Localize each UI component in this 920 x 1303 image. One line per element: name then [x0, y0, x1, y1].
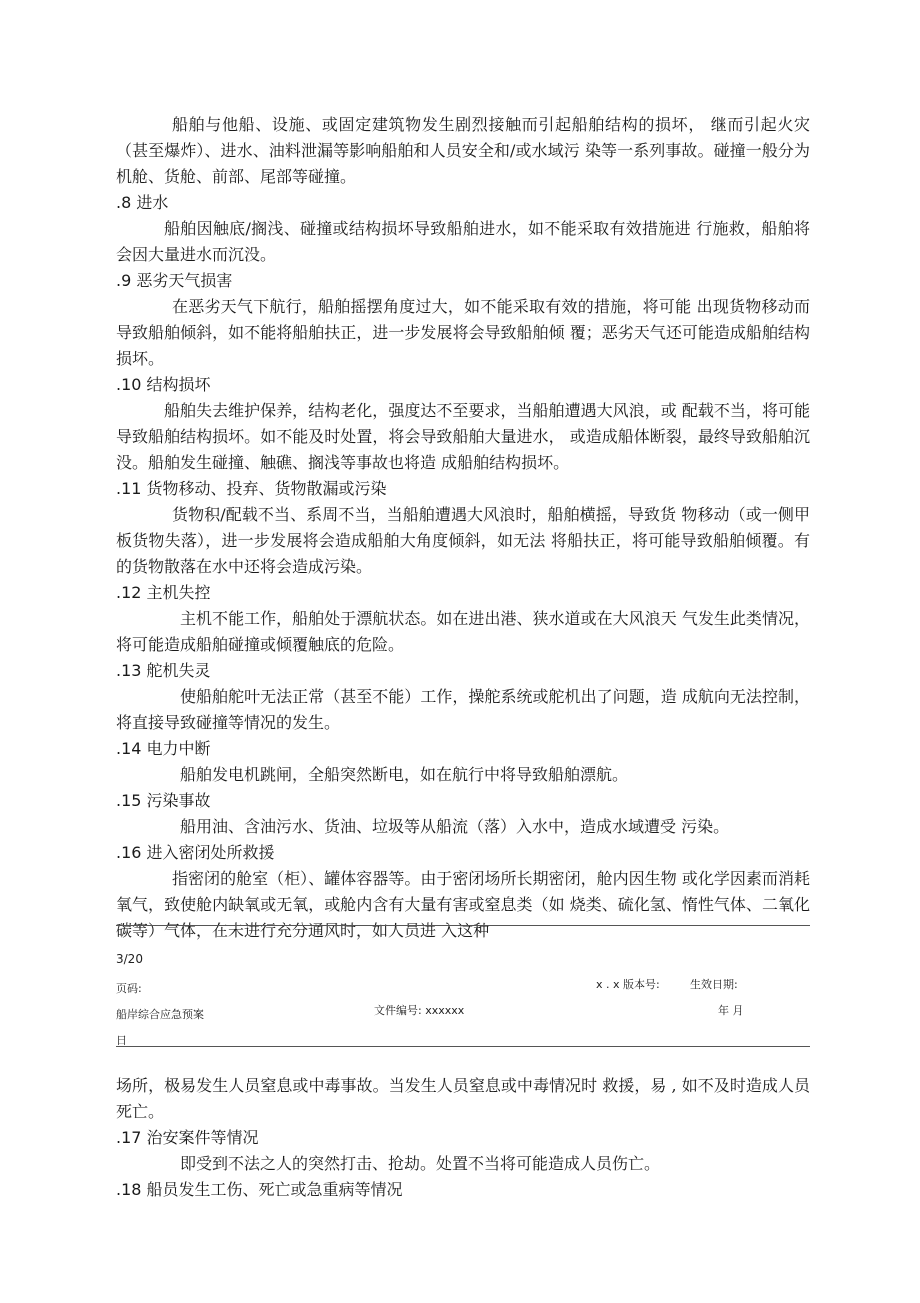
day-label: 日	[116, 1034, 127, 1047]
page-label: 页码:	[116, 982, 142, 995]
paragraph-15: 船用油、含油污水、货油、垃圾等从船流（落）入水中，造成水域遭受 污染。	[180, 817, 730, 836]
paragraph-16: 指密闭的舱室（柜）、罐体容器等。由于密闭场所长期密闭，舱内因生物 或化学因素而消耗氧气，致使舱内缺氧或无氧，或舱内含有大量有害或窒息类（如 烧类、硫化氢、惰性气体、二氧化碳等）气体，在未进行充分通风时，如人员进 入这种	[116, 869, 810, 940]
footer-bottom-rule	[116, 1046, 810, 1047]
heading-18: .18 船员发生工伤、死亡或急重病等情况	[116, 1180, 403, 1199]
paragraph-13: 使船舶舵叶无法正常（甚至不能）工作，操舵系统或舵机出了问题，造 成航向无法控制，将直接导致碰撞等情况的发生。	[116, 687, 810, 732]
paragraph-9: 在恶劣天气下航行，船舶摇摆角度过大，如不能采取有效的措施，将可能 出现货物移动而导致船舶倾斜，如不能将船舶扶正，进一步发展将会导致船舶倾 覆；恶劣天气还可能造成船舶结构损坏。	[116, 297, 810, 368]
heading-14: .14 电力中断	[116, 739, 211, 758]
heading-11: .11 货物移动、投弃、货物散漏或污染	[116, 479, 387, 498]
document-title: 船岸综合应急预案	[116, 1008, 204, 1021]
page-body-bottom	[116, 1073, 810, 1203]
heading-10: .10 结构损坏	[116, 375, 211, 394]
effective-date-label: 生效日期:	[690, 978, 738, 991]
paragraph-11: 货物积/配载不当、系周不当，当船舶遭遇大风浪时，船舶横摇，导致货 物移动（或一侧甲板货物失落），进一步发展将会造成船舶大角度倾斜，如无法 将船扶正，将可能导致船舶倾覆。有的货物散落在水中还将会造成污染。	[116, 505, 810, 576]
paragraph-10: 船舶失去维护保养，结构老化，强度达不至要求，当船舶遭遇大风浪，或 配载不当，将可能导致船舶结构损坏。如不能及时处置，将会导致船舶大量进水， 或造成船体断裂，最终导致船舶沉没。船舶发生碰撞、触礁、搁浅等事故也将造 成船舶结构损坏。	[116, 401, 810, 472]
version-label: x . x 版本号:	[596, 978, 660, 991]
paragraph-12: 主机不能工作，船舶处于漂航状态。如在进出港、狭水道或在大风浪天 气发生此类情况，将可能造成船舶碰撞或倾覆触底的危险。	[116, 609, 810, 654]
page-body-top	[116, 112, 810, 944]
document-number: 文件编号: xxxxxx	[374, 1004, 465, 1017]
heading-9: .9 恶劣天气损害	[116, 271, 233, 290]
heading-17: .17 治安案件等情况	[116, 1128, 259, 1147]
paragraph-16-continued: 场所，极易发生人员窒息或中毒事故。当发生人员窒息或中毒情况时 救援，易 , 如不及时造成人员死亡。	[116, 1076, 810, 1121]
heading-8: .8 进水	[116, 193, 169, 212]
paragraph-collision: 船舶与他船、设施、或固定建筑物发生剧烈接触而引起船舶结构的损坏， 继而引起火灾（甚至爆炸）、进水、油料泄漏等影响船舶和人员安全和/或水域污 染等一系列事故。碰撞一般分为机舱、货舱、前部、尾部等碰撞。	[116, 115, 810, 186]
paragraph-8: 船舶因触底/搁浅、碰撞或结构损坏导致船舶进水，如不能采取有效措施进 行施救，船舶将会因大量进水而沉没。	[116, 219, 810, 264]
paragraph-17: 即受到不法之人的突然打击、抢劫。处置不当将可能造成人员伤亡。	[180, 1154, 661, 1173]
page-number: 3/20	[116, 952, 143, 966]
heading-13: .13 舵机失灵	[116, 661, 211, 680]
footer-top-rule	[116, 925, 810, 926]
heading-15: .15 污染事故	[116, 791, 211, 810]
heading-12: .12 主机失控	[116, 583, 211, 602]
heading-16: .16 进入密闭处所救援	[116, 843, 275, 862]
paragraph-14: 船舶发电机跳闸，全船突然断电，如在航行中将导致船舶漂航。	[180, 765, 629, 784]
year-month-label: 年 月	[718, 1004, 744, 1017]
